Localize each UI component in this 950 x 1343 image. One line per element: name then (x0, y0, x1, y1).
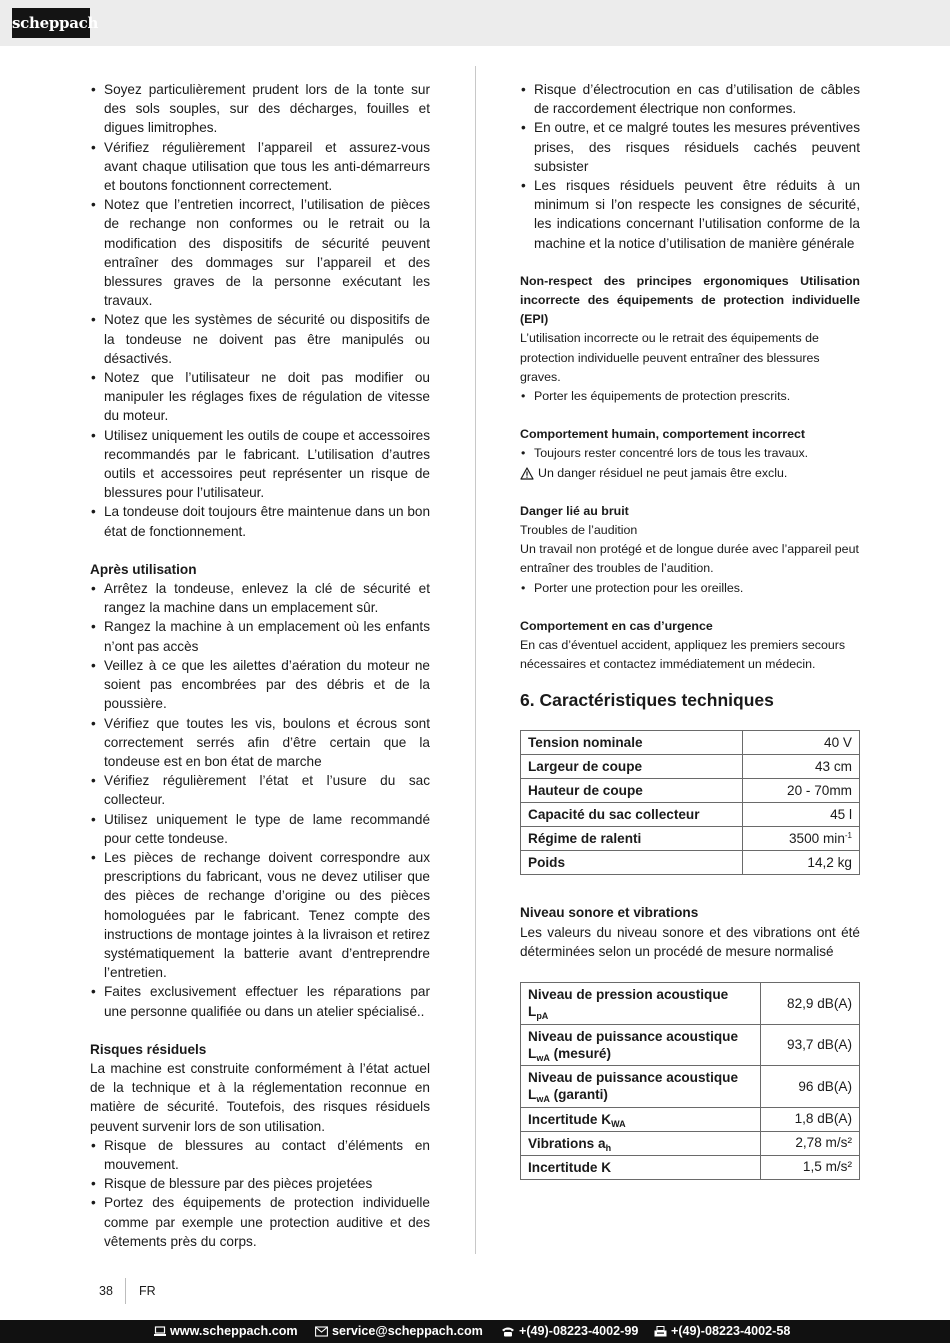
table-cell: Largeur de coupe (521, 755, 743, 779)
header-bar (0, 0, 950, 46)
table-row (521, 1024, 860, 1066)
noise-text: Un travail non protégé et de longue durée avec l’appareil peut entraîner des troubles de l’audition. (520, 542, 859, 576)
fax-icon (654, 1326, 667, 1337)
table-row (521, 803, 860, 827)
table-row (521, 731, 860, 755)
mail-icon (315, 1326, 328, 1337)
row-label: Vibrations a (528, 1135, 606, 1151)
list-item: • Vérifiez régulièrement l’état et l’usure du sac collecteur. (90, 771, 430, 809)
right-column (520, 80, 860, 1180)
list-item: • Porter une protection pour les oreilles. (520, 579, 860, 598)
table-row (521, 983, 860, 1025)
list-item: • Risque de blessure par des pièces projetées (90, 1174, 430, 1193)
warning-text: Un danger résiduel ne peut jamais être exclu. (538, 465, 788, 480)
table-row (521, 827, 860, 851)
brand-logo: scheppach (12, 8, 90, 38)
after-use-heading: Après utilisation (90, 561, 197, 577)
table-row (521, 1131, 860, 1155)
row-symbol: L (528, 1004, 537, 1020)
phone-icon (501, 1326, 515, 1337)
section-title: 6. Caractéristiques techniques (520, 690, 774, 711)
sound-data-table (520, 982, 860, 1180)
footer-email-link[interactable]: service@scheppach.com (332, 1324, 483, 1338)
table-cell: Capacité du sac collecteur (521, 803, 743, 827)
footer-email (315, 1321, 483, 1341)
ergonomics-text: L’utilisation incorrecte ou le retrait des équipements de protection individuelle peuvent entraîner des blessures graves. (520, 331, 820, 384)
list-item: • Rangez la machine à un emplacement où les enfants n’ont pas accès (90, 617, 430, 655)
table-cell (743, 827, 860, 851)
list-item: • La tondeuse doit toujours être maintenue dans un bon état de fonctionnement. (90, 502, 430, 540)
list-item: • Vérifiez que toutes les vis, boulons et écrous sont correctement serrés afin d’être certain que la tondeuse est en bon état de marche (90, 714, 430, 772)
table-cell: 82,9 dB(A) (761, 983, 860, 1025)
human-behaviour-heading: Comportement humain, comportement incorrect (520, 427, 806, 442)
sound-text: Les valeurs du niveau sonore et des vibrations ont été déterminées selon un procédé de mesure normalisé (520, 924, 860, 959)
row-symbol: L (528, 1045, 537, 1061)
noise-subheading: Troubles de l’audition (520, 523, 638, 538)
computer-icon (154, 1326, 166, 1337)
table-cell: 40 V (743, 731, 860, 755)
table-row (521, 755, 860, 779)
row-subscript: h (605, 1142, 612, 1153)
table-cell: 93,7 dB(A) (761, 1024, 860, 1066)
list-item: • Vérifiez régulièrement l’appareil et assurez-vous avant chaque utilisation que tous les anti-démarreurs et boutons fonctionnent correctement. (90, 138, 430, 196)
list-item: • Notez que l’utilisateur ne doit pas modifier ou manipuler les réglages fixes de régulation de vitesse du moteur. (90, 368, 430, 426)
page-language: FR (139, 1284, 156, 1298)
footer-phone (501, 1321, 638, 1341)
ergonomics-bullets (520, 387, 860, 406)
list-item: • Soyez particulièrement prudent lors de la tonte sur des sols souples, sur des décharges, fouilles et digues limitrophes. (90, 80, 430, 138)
safety-bullets (90, 80, 430, 541)
table-row (521, 851, 860, 875)
table-cell (521, 1066, 761, 1108)
table-cell: 14,2 kg (743, 851, 860, 875)
table-row (521, 1107, 860, 1131)
left-column (90, 80, 430, 1251)
list-item: • Utilisez uniquement le type de lame recommandé pour cette tondeuse. (90, 810, 430, 848)
residual-risks-text: La machine est construite conformément à l’état actuel de la technique et à la réglementation reconnue en matière de sécurité. Toutefois, des risques résiduels peuvent survenir lors de son utilisation. (90, 1060, 430, 1134)
row-label: Niveau de puissance acoustique (528, 1028, 739, 1044)
list-item: • Risque de blessures au contact d’éléments en mouvement. (90, 1136, 430, 1174)
risk-bullets (520, 80, 860, 253)
list-item: • Les pièces de rechange doivent correspondre aux prescriptions du fabricant, vous ne devez utiliser que des pièces de rechange d’origine ou des pièces homologuées par le fabricant. Tenez compte des instructions de montage jointes à la livraison et retirez systématiquement la batterie avant d’entreprendre l’entretien. (90, 848, 430, 982)
noise-bullets (520, 579, 860, 598)
ergonomics-heading: Non-respect des principes ergonomiques Utilisation incorrecte des équipements de protection individuelle (EPI) (520, 273, 860, 327)
value-text: 3500 min (788, 831, 845, 847)
row-subscript: WA (611, 1118, 626, 1129)
row-label: Incertitude K (528, 1159, 612, 1175)
table-cell (521, 1155, 761, 1179)
footer-phone-number[interactable]: +(49)-08223-4002-99 (519, 1324, 639, 1338)
emergency-text: En cas d’éventuel accident, appliquez les premiers secours nécessaires et contactez immédiatement un médecin. (520, 638, 846, 672)
table-cell: 1,5 m/s² (761, 1155, 860, 1179)
warning-triangle-icon (520, 467, 534, 480)
table-cell (521, 1107, 761, 1131)
row-subscript: wA (536, 1052, 550, 1063)
row-label: Incertitude K (528, 1111, 612, 1127)
footer-fax-number[interactable]: +(49)-08223-4002-58 (671, 1324, 791, 1338)
table-cell: Tension nominale (521, 731, 743, 755)
list-item: • En outre, et ce malgré toutes les mesures préventives prises, des risques résiduels cachés peuvent subsister (520, 118, 860, 176)
footer-web (154, 1321, 298, 1341)
list-item: • Les risques résiduels peuvent être réduits à un minimum si l’on respecte les consignes de sécurité, les indications concernant l’utilisation conforme de la machine et la notice d’utilisation de manière générale (520, 176, 860, 253)
list-item: • Veillez à ce que les ailettes d’aération du moteur ne soient pas encombrées par des débris et de la poussière. (90, 656, 430, 714)
row-label: Niveau de puissance acoustique (528, 1070, 739, 1086)
residual-risks-bullets (90, 1136, 430, 1251)
page-number: 38 (99, 1284, 113, 1298)
noise-heading: Danger lié au bruit (520, 503, 629, 518)
table-cell: 20 - 70mm (743, 779, 860, 803)
table-cell: 43 cm (743, 755, 860, 779)
row-suffix: (mesuré) (549, 1045, 612, 1061)
list-item: • Notez que les systèmes de sécurité ou dispositifs de la tondeuse ne doivent pas être manipulés ou désactivés. (90, 310, 430, 368)
table-row (521, 1066, 860, 1108)
human-behaviour-bullets (520, 444, 860, 463)
table-cell: 45 l (743, 803, 860, 827)
table-row (521, 1155, 860, 1179)
list-item: • Arrêtez la tondeuse, enlevez la clé de sécurité et rangez la machine dans un emplacement sûr. (90, 579, 430, 617)
row-symbol: L (528, 1087, 537, 1103)
after-use-bullets (90, 579, 430, 1021)
emergency-heading: Comportement en cas d’urgence (520, 618, 713, 633)
list-item: • Portez des équipements de protection individuelle comme par exemple une protection auditive et des vêtements près du corps. (90, 1193, 430, 1251)
list-item: • Utilisez uniquement les outils de coupe et accessoires recommandés par le fabricant. L’utilisation d’autres outils et accessoires peut représenter un risque de blessures pour l’utilisateur. (90, 426, 430, 503)
row-suffix: (garanti) (549, 1087, 608, 1103)
list-item: • Porter les équipements de protection prescrits. (520, 387, 860, 406)
technical-data-table (520, 730, 860, 875)
table-cell: Régime de ralenti (521, 827, 743, 851)
table-cell (521, 983, 761, 1025)
residual-danger-warning (520, 464, 860, 483)
row-subscript: pA (536, 1011, 549, 1022)
table-cell: 1,8 dB(A) (761, 1107, 860, 1131)
page-separator (125, 1278, 126, 1304)
list-item: • Risque d’électrocution en cas d’utilisation de câbles de raccordement électrique non conformes. (520, 80, 860, 118)
value-superscript: -1 (844, 831, 852, 841)
footer-fax (654, 1321, 790, 1341)
table-row (521, 779, 860, 803)
table-cell (521, 1024, 761, 1066)
list-item: • Toujours rester concentré lors de tous les travaux. (520, 444, 860, 463)
list-item: • Notez que l’entretien incorrect, l’utilisation de pièces de rechange non conformes ou le retrait ou la modification des dispositifs de sécurité peuvent entraîner des dommages sur l’appareil et des blessures graves de la personne exécutant les travaux. (90, 195, 430, 310)
footer-bar (0, 1320, 950, 1343)
table-cell: 96 dB(A) (761, 1066, 860, 1108)
column-divider (475, 66, 476, 1254)
residual-risks-heading: Risques résiduels (90, 1041, 207, 1057)
footer-web-link[interactable]: www.scheppach.com (170, 1324, 298, 1338)
table-cell (521, 1131, 761, 1155)
row-label: Niveau de pression acoustique (528, 987, 729, 1003)
table-cell: Hauteur de coupe (521, 779, 743, 803)
table-cell: 2,78 m/s² (761, 1131, 860, 1155)
sound-heading: Niveau sonore et vibrations (520, 905, 699, 921)
list-item: • Faites exclusivement effectuer les réparations par une personne qualifiée ou dans un atelier spécialisé.. (90, 982, 430, 1020)
table-cell: Poids (521, 851, 743, 875)
row-subscript: wA (536, 1094, 550, 1105)
